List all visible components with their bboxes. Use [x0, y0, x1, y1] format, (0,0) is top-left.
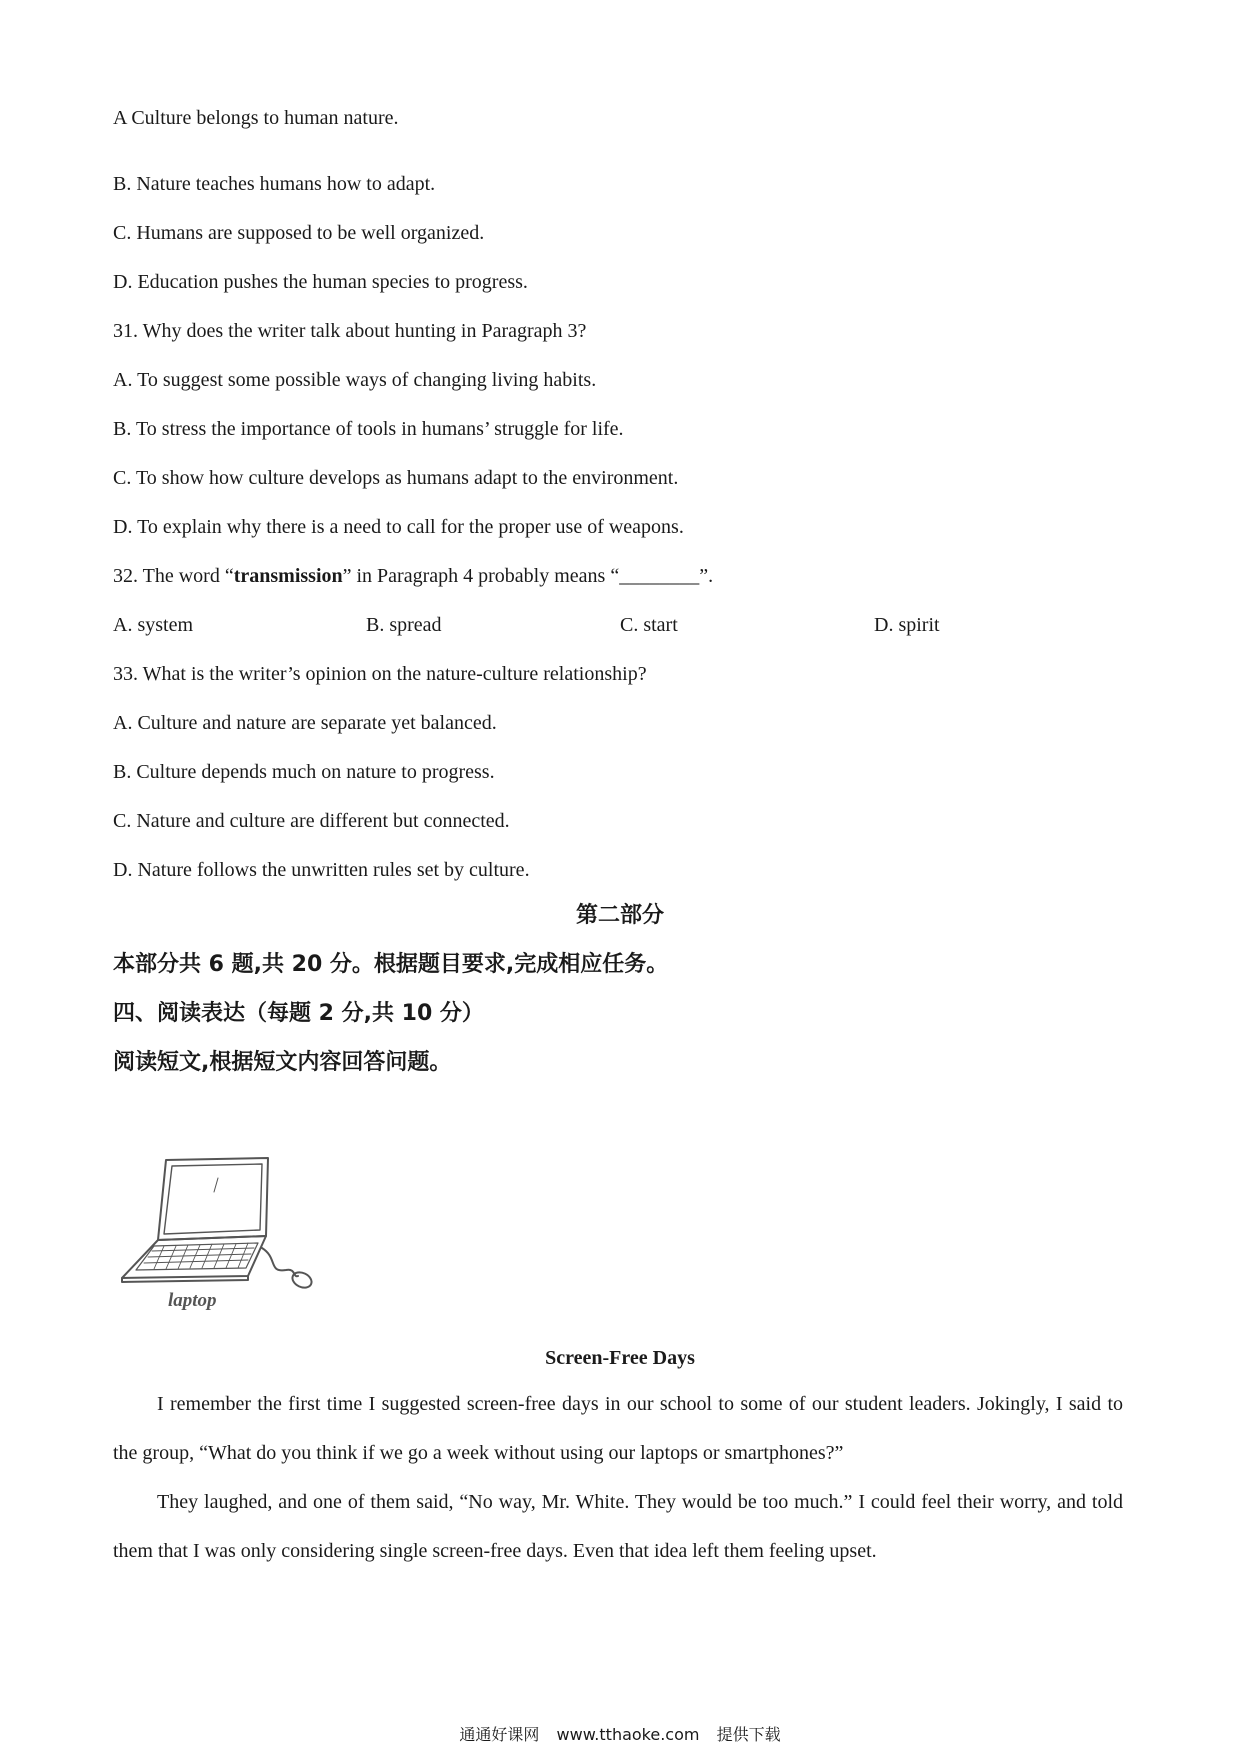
- q33-option-d: D. Nature follows the unwritten rules set by culture.: [113, 859, 530, 881]
- figure-caption: laptop: [168, 1290, 217, 1311]
- q32-option-b: B. spread: [366, 614, 442, 636]
- q32-stem: [113, 564, 713, 588]
- q33-option-a: A. Culture and nature are separate yet balanced.: [113, 712, 497, 734]
- q32-stem-before: 32. The word “: [113, 565, 234, 587]
- passage-paragraph: They laughed, and one of them said, “No way, Mr. White. They would be too much.” I could feel their worry, and told them that I was only considering single screen-free days. Even that idea left them feeling upset.: [113, 1491, 1123, 1562]
- passage-paragraph: I remember the first time I suggested screen-free days in our school to some of our student leaders. Jokingly, I said to the group, “What do you think if we go a week without using our laptops or smartphones?”: [113, 1393, 1123, 1464]
- q30-option-b: B. Nature teaches humans how to adapt.: [113, 173, 436, 195]
- q32-option-a: A. system: [113, 614, 193, 636]
- q32-keyword: transmission: [233, 565, 343, 587]
- footer-site-name: 通通好课网: [459, 1725, 540, 1744]
- q32-option-c: C. start: [620, 614, 678, 636]
- q30-option-d: D. Education pushes the human species to progress.: [113, 271, 528, 293]
- q31-option-b: B. To stress the importance of tools in humans’ struggle for life.: [113, 418, 624, 440]
- footer-service: 提供下载: [716, 1725, 781, 1744]
- laptop-sketch-icon: [118, 1148, 318, 1318]
- q30-option-a: A Culture belongs to human nature.: [113, 107, 399, 129]
- footer-url[interactable]: www.tthaoke.com: [556, 1725, 700, 1744]
- q33-option-c: C. Nature and culture are different but connected.: [113, 810, 510, 832]
- passage-title: Screen-Free Days: [545, 1347, 695, 1369]
- q31-option-c: C. To show how culture develops as humans adapt to the environment.: [113, 467, 679, 489]
- page-footer: [0, 1722, 1240, 1745]
- q31-option-d: D. To explain why there is a need to call for the proper use of weapons.: [113, 516, 684, 538]
- section-heading: 四、阅读表达（每题 2 分,共 10 分）: [113, 1001, 484, 1026]
- q33-option-b: B. Culture depends much on nature to progress.: [113, 761, 495, 783]
- q33-stem: 33. What is the writer’s opinion on the nature-culture relationship?: [113, 663, 647, 685]
- q32-stem-after: ” in Paragraph 4 probably means “________”.: [342, 565, 714, 587]
- q31-stem: 31. Why does the writer talk about hunting in Paragraph 3?: [113, 320, 587, 342]
- q30-option-c: C. Humans are supposed to be well organized.: [113, 222, 485, 244]
- part2-title: 第二部分: [575, 903, 664, 928]
- part2-intro: 本部分共 6 题,共 20 分。根据题目要求,完成相应任务。: [113, 952, 669, 977]
- q31-option-a: A. To suggest some possible ways of changing living habits.: [113, 369, 597, 391]
- q32-option-d: D. spirit: [874, 614, 940, 636]
- reading-instruction: 阅读短文,根据短文内容回答问题。: [113, 1050, 452, 1075]
